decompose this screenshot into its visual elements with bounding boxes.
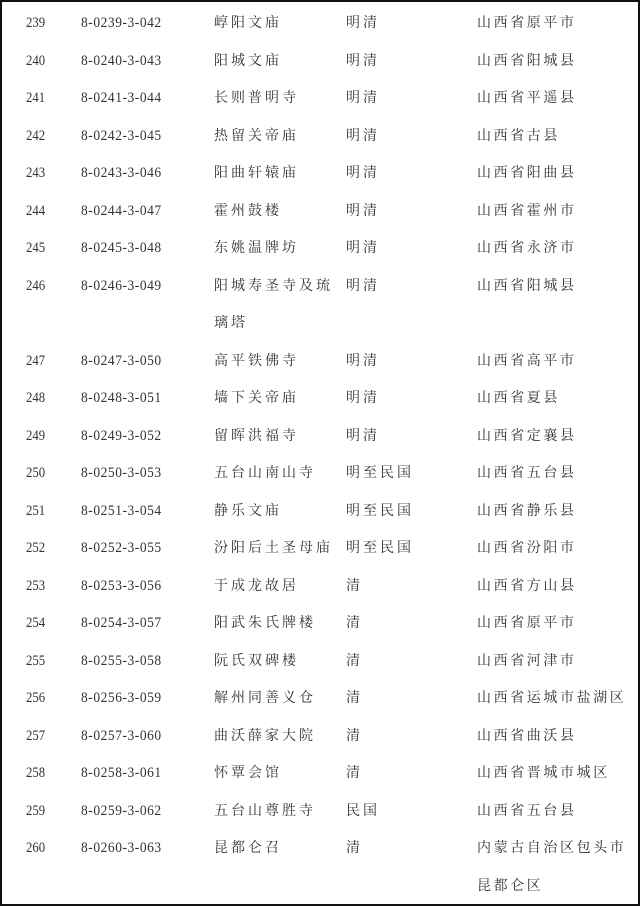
- row-number: 247: [26, 352, 46, 369]
- site-name: 东姚温牌坊: [214, 240, 299, 256]
- site-era: 明清: [346, 240, 380, 256]
- site-era: 清: [346, 652, 363, 669]
- site-code: 8-0240-3-043: [81, 52, 162, 69]
- table-row: [2, 643, 638, 681]
- site-code: 8-0241-3-044: [81, 90, 162, 106]
- site-era: 清: [346, 727, 363, 744]
- site-name: 昆都仑召: [214, 840, 282, 856]
- row-number: 256: [26, 690, 46, 706]
- site-code: 8-0258-3-061: [81, 765, 162, 781]
- site-name: 怀覃会馆: [214, 765, 282, 781]
- site-name: 静乐文庙: [214, 502, 282, 519]
- site-name: 崞阳文庙: [214, 15, 282, 31]
- site-era: 明清: [346, 52, 380, 69]
- site-name: 长则普明寺: [214, 90, 299, 106]
- site-location: 山西省晋城市城区: [477, 765, 610, 781]
- site-code: 8-0248-3-051: [81, 390, 162, 406]
- site-era: 明清: [346, 352, 380, 369]
- site-name: 汾阳后土圣母庙: [214, 540, 333, 556]
- table-row: [2, 118, 638, 156]
- site-name: 五台山尊胜寺: [214, 802, 316, 819]
- site-era: 清: [346, 577, 363, 594]
- site-name: 霍州鼓楼: [214, 202, 282, 219]
- table-row: [2, 718, 638, 756]
- site-name: 五台山南山寺: [214, 465, 316, 481]
- table-row: [2, 418, 638, 456]
- table-row: [2, 80, 638, 118]
- site-code: 8-0256-3-059: [81, 690, 162, 706]
- row-number: 248: [26, 390, 46, 406]
- site-name: 阮氏双碑楼: [214, 652, 299, 669]
- site-location: 山西省夏县: [477, 390, 560, 406]
- site-era: 清: [346, 690, 363, 706]
- site-location: 山西省平遥县: [477, 90, 577, 106]
- site-code: 8-0244-3-047: [81, 202, 162, 219]
- row-number: 250: [26, 465, 46, 481]
- site-era: 明清: [346, 390, 380, 406]
- site-era: 明清: [346, 15, 380, 31]
- site-era: 民国: [346, 802, 380, 819]
- row-number: 243: [26, 165, 46, 181]
- site-code: 8-0245-3-048: [81, 240, 162, 256]
- site-location: 山西省阳城县: [477, 277, 577, 294]
- table-row: [2, 43, 638, 81]
- site-era: 明至民国: [346, 502, 414, 519]
- site-location: 山西省高平市: [477, 352, 577, 369]
- site-location: 山西省静乐县: [477, 502, 577, 519]
- site-name: 解州同善义仓: [214, 690, 316, 706]
- site-location: 山西省霍州市: [477, 202, 577, 219]
- table-row: [2, 793, 638, 831]
- site-location: 内蒙古自治区包头市昆都仑区: [477, 840, 627, 894]
- site-location: 山西省方山县: [477, 577, 577, 594]
- site-code: 8-0255-3-058: [81, 652, 162, 669]
- table-row: [2, 155, 638, 193]
- row-number: 252: [26, 540, 46, 556]
- site-location: 山西省古县: [477, 127, 560, 144]
- row-number: 260: [26, 840, 46, 856]
- site-code: 8-0249-3-052: [81, 427, 162, 444]
- site-code: 8-0251-3-054: [81, 502, 162, 519]
- site-code: 8-0250-3-053: [81, 465, 162, 481]
- site-location: 山西省五台县: [477, 465, 577, 481]
- site-location: 山西省原平市: [477, 15, 577, 31]
- row-number: 246: [26, 277, 46, 294]
- table-row: [2, 455, 638, 493]
- site-era: 清: [346, 765, 363, 781]
- site-location: 山西省原平市: [477, 615, 577, 631]
- site-location: 山西省曲沃县: [477, 727, 577, 744]
- row-number: 251: [26, 502, 46, 519]
- site-era: 明清: [346, 127, 380, 144]
- row-number: 249: [26, 427, 46, 444]
- site-era: 明至民国: [346, 465, 414, 481]
- site-name: 于成龙故居: [214, 577, 299, 594]
- row-number: 240: [26, 52, 46, 69]
- table-row: [2, 530, 638, 568]
- site-location: 山西省阳曲县: [477, 165, 577, 181]
- site-code: 8-0247-3-050: [81, 352, 162, 369]
- site-era: 清: [346, 615, 363, 631]
- site-era: 清: [346, 840, 363, 856]
- site-code: 8-0246-3-049: [81, 277, 162, 294]
- table-row: [2, 5, 638, 43]
- site-code: 8-0253-3-056: [81, 577, 162, 594]
- table-row: [2, 568, 638, 606]
- site-code: 8-0252-3-055: [81, 540, 162, 556]
- table-row: [2, 230, 638, 268]
- site-location: 山西省运城市盐湖区: [477, 690, 627, 706]
- site-location: 山西省定襄县: [477, 427, 577, 444]
- table-row: [2, 493, 638, 531]
- row-number: 258: [26, 765, 46, 781]
- table-row: [2, 605, 638, 643]
- row-number: 244: [26, 202, 46, 219]
- site-code: 8-0242-3-045: [81, 127, 162, 144]
- row-number: 257: [26, 727, 46, 744]
- site-name: 墙下关帝庙: [214, 390, 299, 406]
- site-name: 热留关帝庙: [214, 127, 299, 144]
- table-row: [2, 380, 638, 418]
- site-code: 8-0254-3-057: [81, 615, 162, 631]
- site-era: 明清: [346, 427, 380, 444]
- table-row: [2, 343, 638, 381]
- site-era: 明清: [346, 165, 380, 181]
- row-number: 245: [26, 240, 46, 256]
- site-location: 山西省汾阳市: [477, 540, 577, 556]
- site-name: 阳城文庙: [214, 52, 282, 69]
- site-code: 8-0257-3-060: [81, 727, 162, 744]
- site-code: 8-0243-3-046: [81, 165, 162, 181]
- site-code: 8-0259-3-062: [81, 802, 162, 819]
- site-name: 高平铁佛寺: [214, 352, 299, 369]
- row-number: 239: [26, 15, 46, 31]
- heritage-site-table: [2, 5, 638, 905]
- site-location: 山西省永济市: [477, 240, 577, 256]
- site-era: 明至民国: [346, 540, 414, 556]
- row-number: 259: [26, 802, 46, 819]
- site-era: 明清: [346, 202, 380, 219]
- site-location: 山西省五台县: [477, 802, 577, 819]
- site-era: 明清: [346, 277, 380, 294]
- table-row: [2, 830, 638, 905]
- site-name: 阳城寿圣寺及琉璃塔: [214, 277, 333, 331]
- row-number: 254: [26, 615, 46, 631]
- site-location: 山西省河津市: [477, 652, 577, 669]
- row-number: 255: [26, 652, 46, 669]
- site-code: 8-0260-3-063: [81, 840, 162, 856]
- site-name: 曲沃薛家大院: [214, 727, 316, 744]
- site-era: 明清: [346, 90, 380, 106]
- table-row: [2, 755, 638, 793]
- site-name: 阳曲轩辕庙: [214, 165, 299, 181]
- site-location: 山西省阳城县: [477, 52, 577, 69]
- table-row: [2, 193, 638, 231]
- table-row: [2, 680, 638, 718]
- row-number: 241: [26, 90, 46, 106]
- site-code: 8-0239-3-042: [81, 15, 162, 31]
- row-number: 253: [26, 577, 46, 594]
- table-row: [2, 268, 638, 343]
- site-name: 阳武朱氏牌楼: [214, 615, 316, 631]
- row-number: 242: [26, 127, 46, 144]
- site-name: 留晖洪福寺: [214, 427, 299, 444]
